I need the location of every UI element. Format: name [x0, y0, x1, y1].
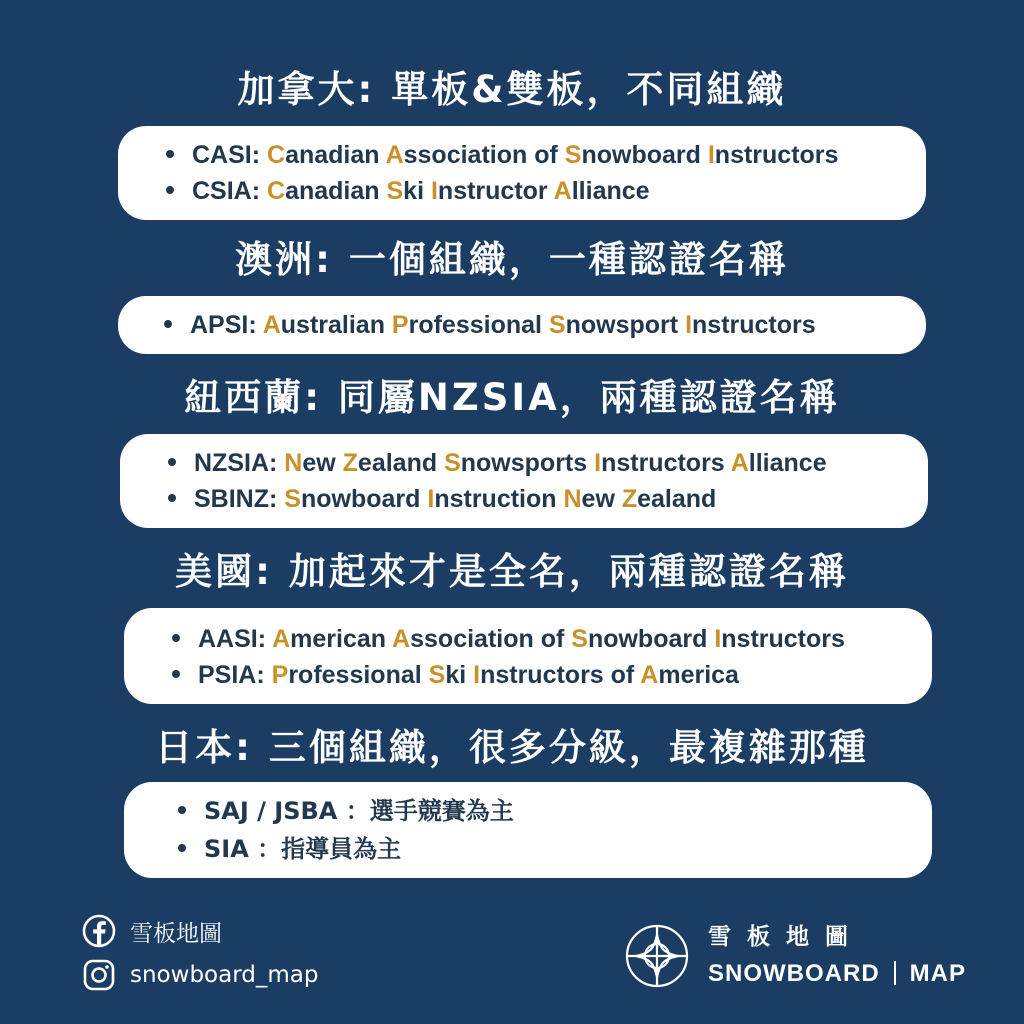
- facebook-link[interactable]: [82, 914, 222, 948]
- bullet-icon: [178, 806, 186, 814]
- bullet-icon: [168, 494, 176, 502]
- list-item: [172, 624, 845, 654]
- org-full-name: Snowboard Instruction New Zealand: [284, 485, 717, 513]
- heading-australia: 澳洲: 一個組織，一種認證名稱: [235, 238, 789, 281]
- initial-letter: S: [548, 311, 566, 339]
- org-full-name: New Zealand Snowsports Instructors Alliance: [284, 449, 827, 477]
- initial-letter: S: [386, 177, 404, 205]
- facebook-label: 雪板地圖: [130, 920, 222, 947]
- brand-logo: [624, 922, 966, 990]
- initial-letter: I: [707, 141, 715, 169]
- list-item: [168, 484, 716, 514]
- initial-letter: Z: [342, 449, 358, 477]
- initial-letter: A: [392, 625, 411, 653]
- initial-letter: N: [284, 449, 303, 477]
- card-canada: [118, 126, 926, 220]
- card-usa: [124, 608, 932, 704]
- org-abbreviation: AASI:: [198, 625, 273, 653]
- initial-letter: Z: [621, 485, 638, 513]
- initial-letter: A: [553, 177, 572, 205]
- initial-letter: A: [272, 625, 291, 653]
- initial-letter: N: [563, 485, 582, 513]
- heading-japan: 日本: 三個組織，很多分級，最複雜那種: [155, 726, 869, 769]
- bullet-icon: [166, 186, 174, 194]
- org-full-name: Canadian Ski Instructor Alliance: [267, 177, 650, 205]
- bullet-icon: [164, 320, 172, 328]
- org-full-name: Professional Ski Instructors of America: [271, 661, 739, 689]
- initial-letter: C: [267, 177, 286, 205]
- initial-letter: P: [391, 311, 409, 339]
- heading-canada: 加拿大: 單板&雙板，不同組織: [237, 68, 787, 111]
- bullet-icon: [168, 458, 176, 466]
- heading-usa: 美國: 加起來才是全名，兩種認證名稱: [175, 550, 849, 593]
- brand-name-zh: 雪板地圖: [708, 924, 864, 950]
- list-item: [172, 660, 739, 690]
- initial-letter: A: [730, 449, 749, 477]
- instagram-label: snowboard_map: [130, 962, 319, 988]
- list-item: [166, 140, 838, 170]
- snowflake-logo-icon: [624, 923, 690, 989]
- org-abbreviation: APSI:: [190, 311, 263, 339]
- card-japan: [124, 782, 932, 878]
- org-abbreviation: NZSIA:: [194, 449, 285, 477]
- initial-letter: S: [284, 485, 301, 513]
- bullet-icon: [172, 634, 180, 642]
- brand-divider: [894, 961, 896, 985]
- card-new-zealand: [120, 434, 928, 528]
- initial-letter: I: [685, 311, 693, 339]
- heading-new-zealand: 紐西蘭: 同屬NZSIA，兩種認證名稱: [184, 376, 840, 419]
- list-item: [166, 176, 650, 206]
- brand-name-en: SNOWBOARD MAP: [708, 960, 966, 987]
- initial-letter: S: [428, 661, 446, 689]
- initial-letter: A: [385, 141, 404, 169]
- bullet-icon: [178, 844, 186, 852]
- instagram-link[interactable]: [82, 958, 318, 992]
- initial-letter: S: [571, 625, 588, 653]
- org-abbreviation: CSIA:: [192, 177, 267, 205]
- initial-letter: I: [473, 661, 481, 689]
- org-full-name: American Association of Snowboard Instructors: [272, 625, 845, 653]
- initial-letter: I: [714, 625, 722, 653]
- list-item: [164, 310, 816, 340]
- initial-letter: I: [427, 485, 435, 513]
- initial-letter: S: [564, 141, 582, 169]
- card-australia: [118, 296, 926, 354]
- initial-letter: C: [267, 141, 286, 169]
- initial-letter: A: [262, 311, 281, 339]
- list-item: [168, 448, 827, 478]
- initial-letter: I: [430, 177, 438, 205]
- org-full-name: Australian Professional Snowsport Instructors: [262, 311, 816, 339]
- bullet-icon: [166, 150, 174, 158]
- list-item: SAJ / JSBA ：選手競賽為主: [178, 796, 514, 826]
- initial-letter: I: [594, 449, 602, 477]
- org-abbreviation: PSIA:: [198, 661, 272, 689]
- initial-letter: A: [640, 661, 659, 689]
- org-full-name: Canadian Association of Snowboard Instructors: [267, 141, 839, 169]
- bullet-icon: [172, 670, 180, 678]
- facebook-icon: [82, 914, 116, 948]
- initial-letter: P: [271, 661, 289, 689]
- instagram-icon: [82, 958, 116, 992]
- org-abbreviation: CASI:: [192, 141, 267, 169]
- org-abbreviation: SBINZ:: [194, 485, 285, 513]
- list-item: SIA ：指導員為主: [178, 834, 401, 864]
- initial-letter: S: [444, 449, 461, 477]
